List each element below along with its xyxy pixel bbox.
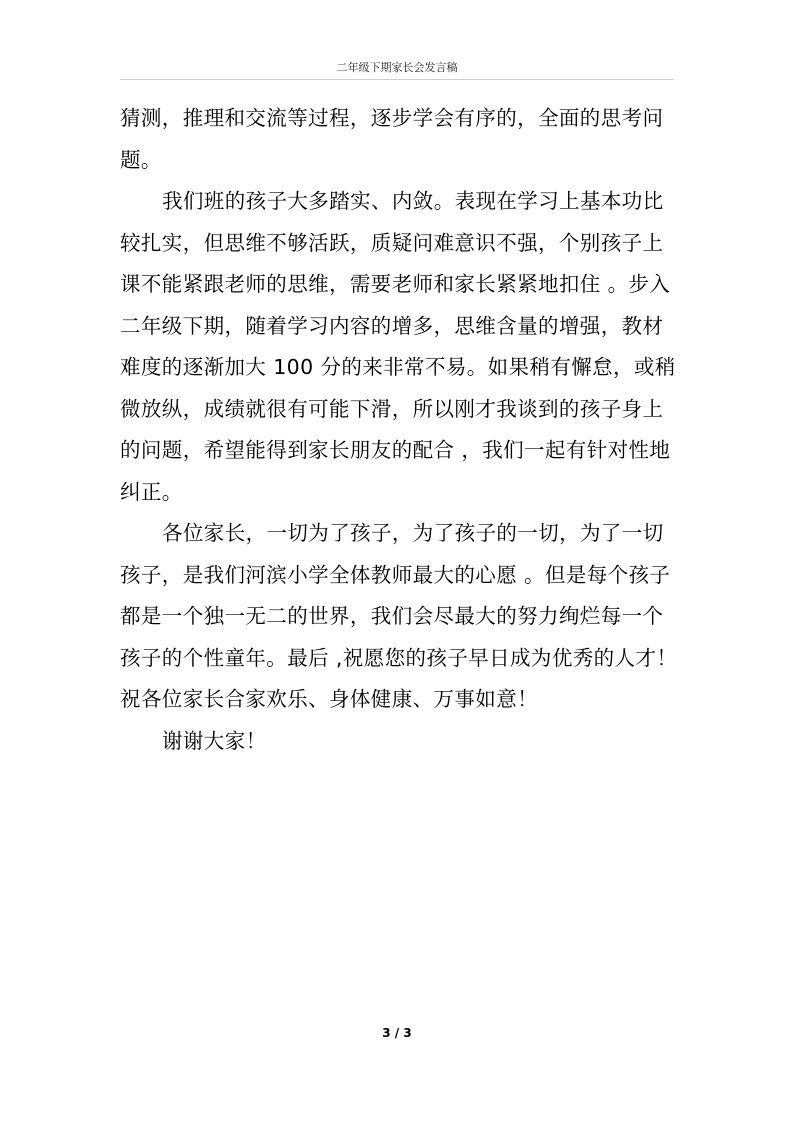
text-line: 祝各位家长合家欢乐、身体健康、万事如意！ [120,687,538,711]
text-line: 难度的逐渐加大 100 分的来非常不易。如果稍有懈怠，或稍 [120,355,676,379]
text-line: 纠正。 [120,479,183,504]
page-number: 3 / 3 [382,1026,412,1040]
text-line: 的问题，希望能得到家长朋友的配合 ，我们一起有针对性地 [120,438,671,462]
text-line: 猜测，推理和交流等过程，逐步学会有序的，全面的思考问 [120,106,664,130]
text-line: 都是一个独一无二的世界，我们会尽最大的努力绚烂每一个 [120,604,664,628]
paragraph-start-line: 我们班的孩子大多踏实、内敛。表现在学习上基本功比 [162,189,664,213]
text-line: 微放纵，成绩就很有可能下滑，所以刚才我谈到的孩子身上 [120,396,664,421]
paragraph-start-line: 各位家长，一切为了孩子，为了孩子的一切，为了一切 [162,521,664,545]
text-line: 二年级下期，随着学习内容的增多，思维含量的增强，教材 [120,313,664,338]
closing-line: 谢谢大家！ [162,728,267,753]
text-line: 孩子，是我们河滨小学全体教师最大的心愿 。但是每个孩子 [120,562,671,587]
text-line: 课不能紧跟老师的思维，需要老师和家长紧紧地扣住 。步入 [120,272,671,296]
document-body [120,98,678,762]
text-line: 题。 [120,147,162,172]
document-header: 二年级下期家长会发言稿 [336,61,458,74]
text-line: 孩子的个性童年。最后 ,祝愿您的孩子早日成为优秀的人才！ [120,645,678,670]
text-line: 较扎实，但思维不够活跃，质疑问难意识不强，个别孩子上 [120,230,664,255]
header-divider [120,79,674,80]
